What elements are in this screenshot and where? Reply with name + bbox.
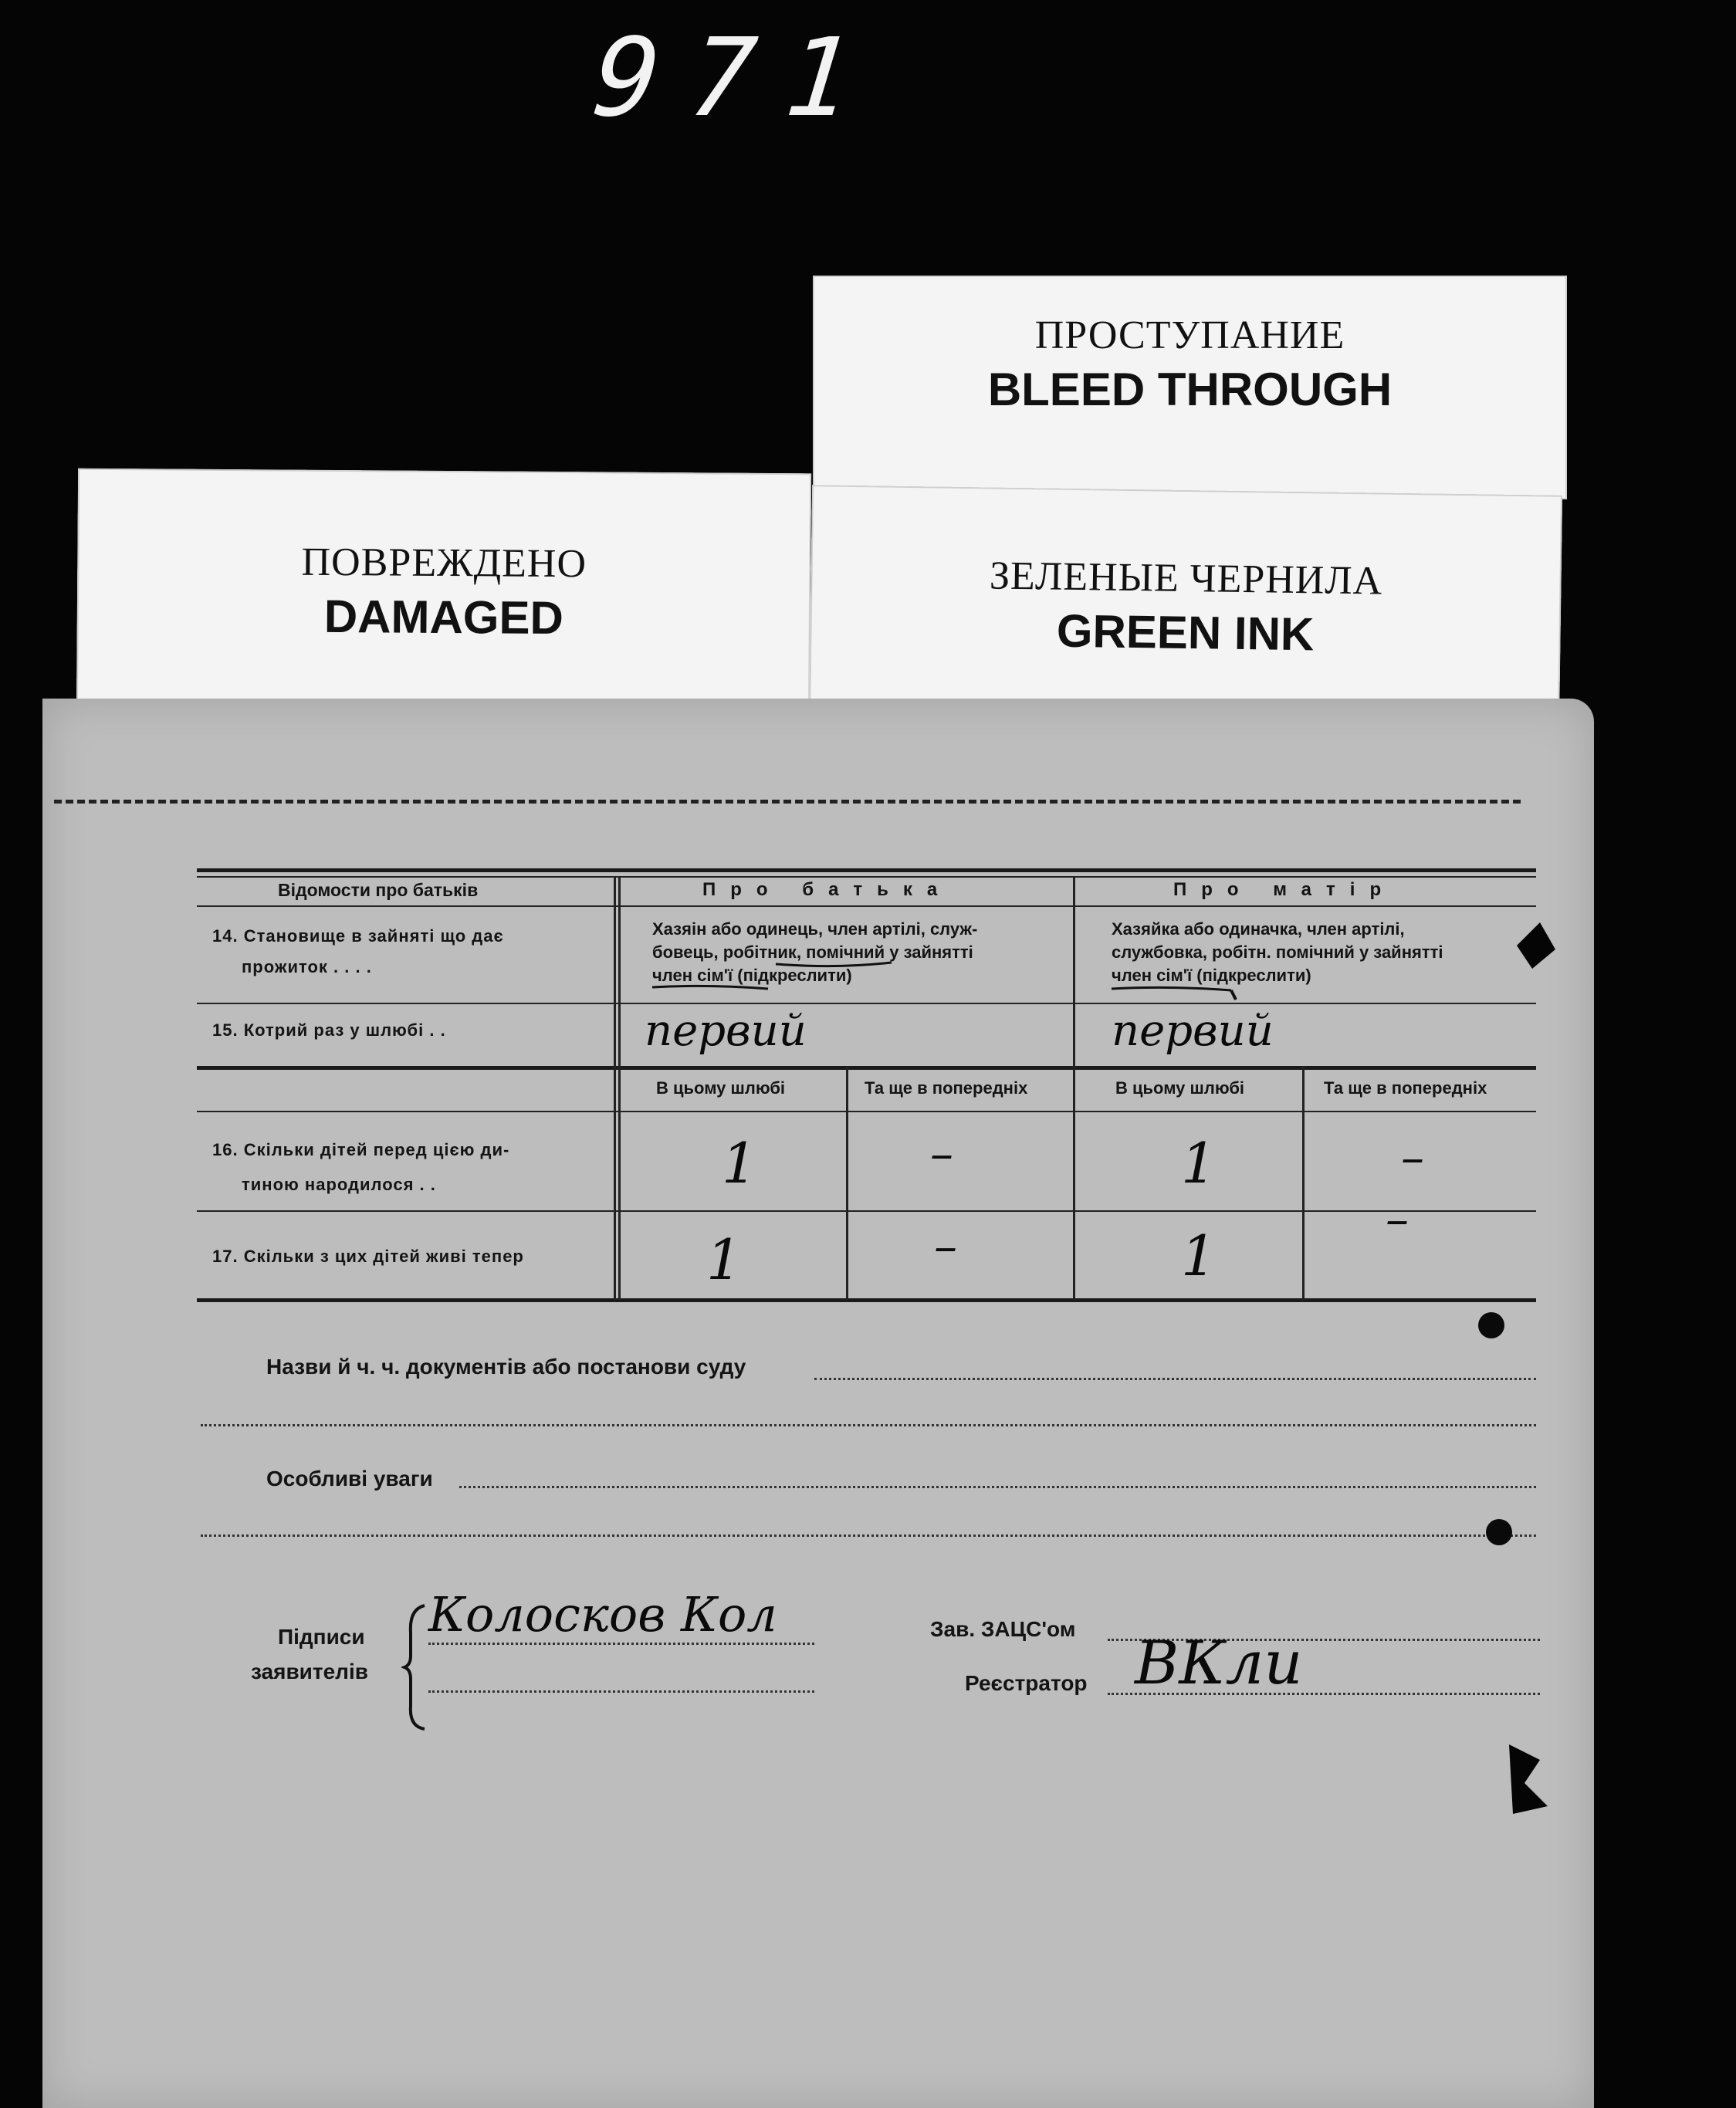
green-ink-ru: ЗЕЛЕНЫЕ ЧЕРНИЛА [989, 553, 1383, 604]
head-label: Зав. ЗАЦС'ом [930, 1617, 1076, 1641]
punch-hole [1486, 1519, 1512, 1545]
row15-mother-value: первий [1112, 1006, 1274, 1056]
green-ink-en: GREEN INK [1056, 604, 1315, 661]
row17-mother-this: 1 [1181, 1223, 1217, 1288]
bleed-through-tag [813, 276, 1567, 499]
green-ink-tag [809, 485, 1562, 735]
row14-mother-underline [1108, 955, 1540, 1001]
row14-label-line2: прожиток . . . . [242, 957, 372, 976]
row16-label-line2: тиною народилося . . [242, 1175, 436, 1194]
punch-hole [1478, 1312, 1504, 1338]
document-sheet [42, 699, 1594, 2108]
header-rule [197, 905, 1536, 907]
father-this-marriage-header: В цьому шлюбі [656, 1078, 786, 1098]
table-top-rule-2 [197, 876, 1536, 878]
signature-line-1 [428, 1643, 814, 1645]
remarks-label: Особливі уваги [266, 1467, 433, 1490]
row14-father-line2: бовець, робітник, помічний у зайнятті [652, 942, 973, 962]
registrar-label: Реєстратор [965, 1671, 1088, 1695]
tear-mark [1509, 915, 1571, 976]
column-divider-father-sub [846, 1066, 848, 1301]
column-divider-2 [1073, 876, 1075, 1301]
subheader-rule [197, 1111, 1536, 1112]
table-bottom-rule [197, 1298, 1536, 1302]
documents-line [814, 1378, 1536, 1380]
column-divider-1 [614, 876, 616, 1301]
row16-mother-this: 1 [1181, 1131, 1217, 1196]
signatures-label-line1: Підписи [278, 1625, 365, 1649]
row17-father-prev: – [934, 1220, 957, 1274]
column-divider-mother-sub [1302, 1066, 1305, 1301]
damaged-en: DAMAGED [323, 590, 564, 645]
sheet-edge-shadow [1594, 726, 1617, 2108]
row16-father-prev: – [930, 1127, 953, 1181]
row15-rule [197, 1066, 1536, 1070]
bleed-through-en: BLEED THROUGH [987, 364, 1393, 415]
remarks-line [459, 1486, 1536, 1488]
registrar-signature: ВКли [1135, 1629, 1303, 1698]
column-divider-1b [618, 876, 621, 1301]
row14-rule [197, 1003, 1536, 1004]
tear-mark [1494, 1737, 1563, 1822]
documents-line-2 [201, 1424, 1536, 1426]
header-mother: Про матір [1173, 879, 1396, 900]
frame-number: 971 [587, 15, 889, 141]
row14-father-line1: Хазяін або одинець, член артілі, служ- [652, 919, 978, 939]
row14-mother-line1: Хазяйка або одиначка, член артілі, [1112, 919, 1405, 939]
signatures-brace [401, 1602, 432, 1733]
row16-label-line1: 16. Скільки дітей перед цією ди- [212, 1140, 510, 1159]
row14-father-line3: член сім'ї (підкреслити) [652, 966, 852, 985]
signature-line-2 [428, 1690, 814, 1693]
damaged-ru: ПОВРЕЖДЕНО [301, 540, 587, 587]
row14-mother-line2: службовка, робітн. помічний у зайнятті [1112, 942, 1443, 962]
row16-father-this: 1 [722, 1131, 757, 1196]
row17-label: 17. Скільки з цих дітей живі тепер [212, 1247, 524, 1266]
father-previous-header: Та ще в попередніх [865, 1078, 1028, 1098]
row17-mother-prev: – [1386, 1193, 1409, 1247]
applicant-signature: Колосков Кол [428, 1586, 777, 1643]
row16-rule [197, 1210, 1536, 1212]
row15-label: 15. Котрий раз у шлюбі . . [212, 1020, 446, 1040]
bleed-through-ru: ПРОСТУПАНИЕ [1034, 313, 1345, 357]
documents-label: Назви й ч. ч. документів або постанови суду [266, 1355, 746, 1379]
signatures-label-line2: заявителів [251, 1660, 368, 1683]
row15-father-value: первий [645, 1006, 807, 1056]
table-top-rule [197, 868, 1536, 872]
header-father: Про батька [702, 879, 953, 900]
damaged-tag [76, 469, 811, 729]
mother-this-marriage-header: В цьому шлюбі [1115, 1078, 1245, 1098]
row17-father-this: 1 [706, 1227, 742, 1292]
row14-father-underline [645, 955, 1077, 993]
mother-previous-header: Та ще в попередніх [1324, 1078, 1487, 1098]
remarks-line-2 [201, 1534, 1536, 1537]
row16-mother-prev: – [1401, 1131, 1424, 1185]
header-info: Відомости про батьків [278, 880, 479, 900]
row14-label-line1: 14. Становище в зайняті що дає [212, 926, 504, 946]
perforation-line [54, 800, 1521, 804]
row14-mother-line3: член сім'ї (підкреслити) [1112, 966, 1311, 985]
